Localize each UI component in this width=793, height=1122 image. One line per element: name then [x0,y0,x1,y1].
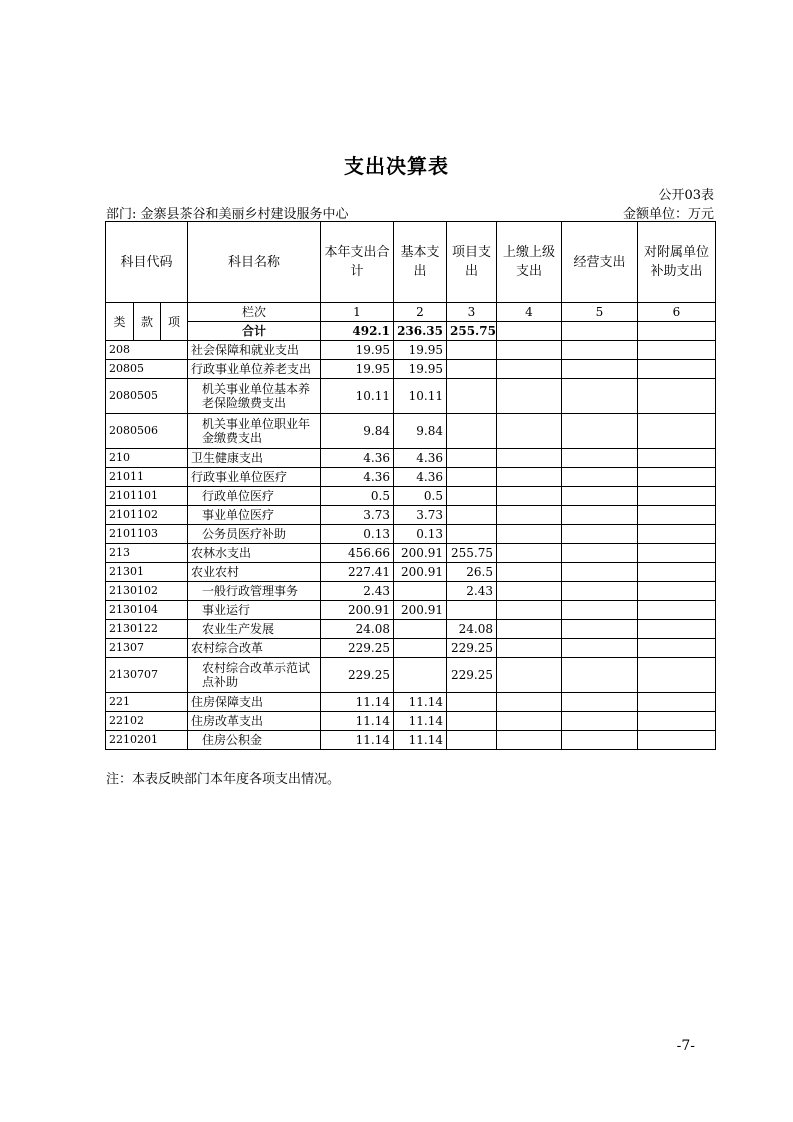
row-code: 22102 [106,712,188,731]
row-subsidiary [638,379,716,414]
row-code: 21011 [106,468,188,487]
row-subsidiary [638,506,716,525]
colno-label: 栏次 [188,303,321,322]
total-project: 255.75 [447,322,497,341]
table-row [106,506,716,525]
row-basic: 19.95 [394,360,447,379]
row-code: 2080506 [106,414,188,449]
total-upper [497,322,562,341]
row-code: 2130102 [106,582,188,601]
row-code: 2101101 [106,487,188,506]
table-row [106,525,716,544]
header-kuan: 款 [134,303,161,341]
colno-5: 5 [562,303,638,322]
header-basic: 基本支出 [394,222,447,303]
row-operating [562,639,638,658]
row-subsidiary [638,468,716,487]
table-row [106,360,716,379]
row-total: 11.14 [321,693,394,712]
row-basic: 4.36 [394,468,447,487]
row-upper [497,582,562,601]
row-operating [562,712,638,731]
table-row [106,379,716,414]
row-project [447,468,497,487]
row-upper [497,414,562,449]
row-upper [497,712,562,731]
row-name: 住房改革支出 [188,712,321,731]
row-subsidiary [638,544,716,563]
row-upper [497,341,562,360]
row-name: 事业运行 [188,601,321,620]
row-operating [562,487,638,506]
row-project [447,506,497,525]
row-operating [562,693,638,712]
table-row [106,487,716,506]
colno-6: 6 [638,303,716,322]
row-code: 21307 [106,639,188,658]
row-name: 机关事业单位职业年金缴费支出 [188,414,321,449]
row-code: 2130707 [106,658,188,693]
row-total: 19.95 [321,360,394,379]
row-project [447,693,497,712]
table-row [106,449,716,468]
amount-unit: 金额单位：万元 [622,207,714,222]
row-operating [562,341,638,360]
table-row [106,658,716,693]
header-project: 项目支出 [447,222,497,303]
row-upper [497,506,562,525]
row-name: 农业农村 [188,563,321,582]
row-operating [562,468,638,487]
row-upper [497,525,562,544]
row-basic: 4.36 [394,449,447,468]
row-subsidiary [638,601,716,620]
header-row [106,222,716,303]
row-operating [562,525,638,544]
row-subsidiary [638,525,716,544]
table-row [106,639,716,658]
row-upper [497,544,562,563]
page-number: -7- [676,1038,695,1054]
row-subsidiary [638,731,716,750]
header-lei: 类 [106,303,134,341]
department-label: 部门: 金寨县茶谷和美丽乡村建设服务中心 [106,207,349,222]
row-project [447,449,497,468]
page-title: 支出决算表 [344,154,449,178]
row-basic: 3.73 [394,506,447,525]
row-project: 229.25 [447,639,497,658]
row-total: 19.95 [321,341,394,360]
row-basic: 200.91 [394,544,447,563]
colno-1: 1 [321,303,394,322]
row-name: 行政事业单位养老支出 [188,360,321,379]
row-subsidiary [638,414,716,449]
row-project [447,360,497,379]
row-subsidiary [638,693,716,712]
row-code: 20805 [106,360,188,379]
row-basic: 200.91 [394,563,447,582]
row-name: 卫生健康支出 [188,449,321,468]
row-project [447,731,497,750]
table-row [106,620,716,639]
row-total: 9.84 [321,414,394,449]
row-operating [562,658,638,693]
row-project: 229.25 [447,658,497,693]
row-code: 2210201 [106,731,188,750]
form-number: 公开03表 [658,188,714,203]
row-code: 213 [106,544,188,563]
row-total: 227.41 [321,563,394,582]
total-basic: 236.35 [394,322,447,341]
row-total: 229.25 [321,639,394,658]
row-total: 200.91 [321,601,394,620]
row-total: 229.25 [321,658,394,693]
row-operating [562,563,638,582]
row-name: 公务员医疗补助 [188,525,321,544]
row-operating [562,379,638,414]
table-row [106,563,716,582]
row-upper [497,487,562,506]
header-subsidiary: 对附属单位补助支出 [638,222,716,303]
row-total: 11.14 [321,731,394,750]
total-subsidiary [638,322,716,341]
table-row [106,468,716,487]
row-total: 2.43 [321,582,394,601]
table-row [106,582,716,601]
row-code: 210 [106,449,188,468]
header-upper: 上缴上级支出 [497,222,562,303]
row-name: 农村综合改革 [188,639,321,658]
table-row [106,544,716,563]
row-basic: 9.84 [394,414,447,449]
row-code: 21301 [106,563,188,582]
colno-4: 4 [497,303,562,322]
row-basic: 0.13 [394,525,447,544]
row-basic [394,658,447,693]
row-code: 2101102 [106,506,188,525]
row-project [447,414,497,449]
row-subsidiary [638,582,716,601]
row-basic [394,582,447,601]
row-total: 0.5 [321,487,394,506]
row-subsidiary [638,487,716,506]
row-project: 2.43 [447,582,497,601]
table-row [106,731,716,750]
colno-2: 2 [394,303,447,322]
row-name: 行政事业单位医疗 [188,468,321,487]
row-code: 2130122 [106,620,188,639]
header-name: 科目名称 [188,222,321,303]
row-name: 农村综合改革示范试点补助 [188,658,321,693]
row-operating [562,601,638,620]
row-operating [562,544,638,563]
row-name: 机关事业单位基本养老保险缴费支出 [188,379,321,414]
header-operating: 经营支出 [562,222,638,303]
row-basic [394,639,447,658]
row-operating [562,582,638,601]
table-row [106,601,716,620]
row-operating [562,506,638,525]
row-total: 11.14 [321,712,394,731]
row-basic: 10.11 [394,379,447,414]
row-basic: 11.14 [394,712,447,731]
row-basic: 11.14 [394,731,447,750]
row-upper [497,731,562,750]
row-operating [562,449,638,468]
row-project [447,525,497,544]
row-subsidiary [638,620,716,639]
row-name: 一般行政管理事务 [188,582,321,601]
row-code: 208 [106,341,188,360]
row-total: 456.66 [321,544,394,563]
table-note: 注：本表反映部门本年度各项支出情况。 [106,772,341,787]
row-name: 行政单位医疗 [188,487,321,506]
row-project [447,712,497,731]
row-name: 农业生产发展 [188,620,321,639]
row-subsidiary [638,658,716,693]
row-name: 住房公积金 [188,731,321,750]
row-upper [497,468,562,487]
row-upper [497,620,562,639]
row-total: 10.11 [321,379,394,414]
row-total: 4.36 [321,468,394,487]
row-project: 24.08 [447,620,497,639]
row-operating [562,731,638,750]
total-row [106,322,716,341]
row-basic: 0.5 [394,487,447,506]
row-total: 24.08 [321,620,394,639]
row-upper [497,449,562,468]
row-total: 3.73 [321,506,394,525]
table-row [106,341,716,360]
row-code: 2080505 [106,379,188,414]
row-upper [497,639,562,658]
row-project: 255.75 [447,544,497,563]
row-name: 事业单位医疗 [188,506,321,525]
row-subsidiary [638,449,716,468]
row-name: 农林水支出 [188,544,321,563]
total-amount: 492.1 [321,322,394,341]
header-xiang: 项 [161,303,188,341]
row-basic: 19.95 [394,341,447,360]
row-project: 26.5 [447,563,497,582]
row-name: 住房保障支出 [188,693,321,712]
row-upper [497,563,562,582]
row-subsidiary [638,360,716,379]
table-row [106,693,716,712]
row-project [447,341,497,360]
table-row [106,712,716,731]
row-total: 0.13 [321,525,394,544]
row-upper [497,379,562,414]
total-operating [562,322,638,341]
row-basic [394,620,447,639]
row-subsidiary [638,563,716,582]
row-upper [497,360,562,379]
row-project [447,601,497,620]
row-upper [497,601,562,620]
row-operating [562,620,638,639]
expenditure-table [105,221,716,750]
row-operating [562,414,638,449]
row-project [447,379,497,414]
header-code: 科目代码 [106,222,188,303]
row-project [447,487,497,506]
row-upper [497,693,562,712]
row-subsidiary [638,341,716,360]
table-row [106,414,716,449]
row-basic: 11.14 [394,693,447,712]
row-name: 社会保障和就业支出 [188,341,321,360]
colno-3: 3 [447,303,497,322]
row-subsidiary [638,639,716,658]
header-total: 本年支出合计 [321,222,394,303]
row-operating [562,360,638,379]
row-total: 4.36 [321,449,394,468]
column-number-row [106,303,716,322]
total-label: 合计 [188,322,321,341]
row-code: 221 [106,693,188,712]
row-upper [497,658,562,693]
row-code: 2101103 [106,525,188,544]
row-basic: 200.91 [394,601,447,620]
row-subsidiary [638,712,716,731]
row-code: 2130104 [106,601,188,620]
